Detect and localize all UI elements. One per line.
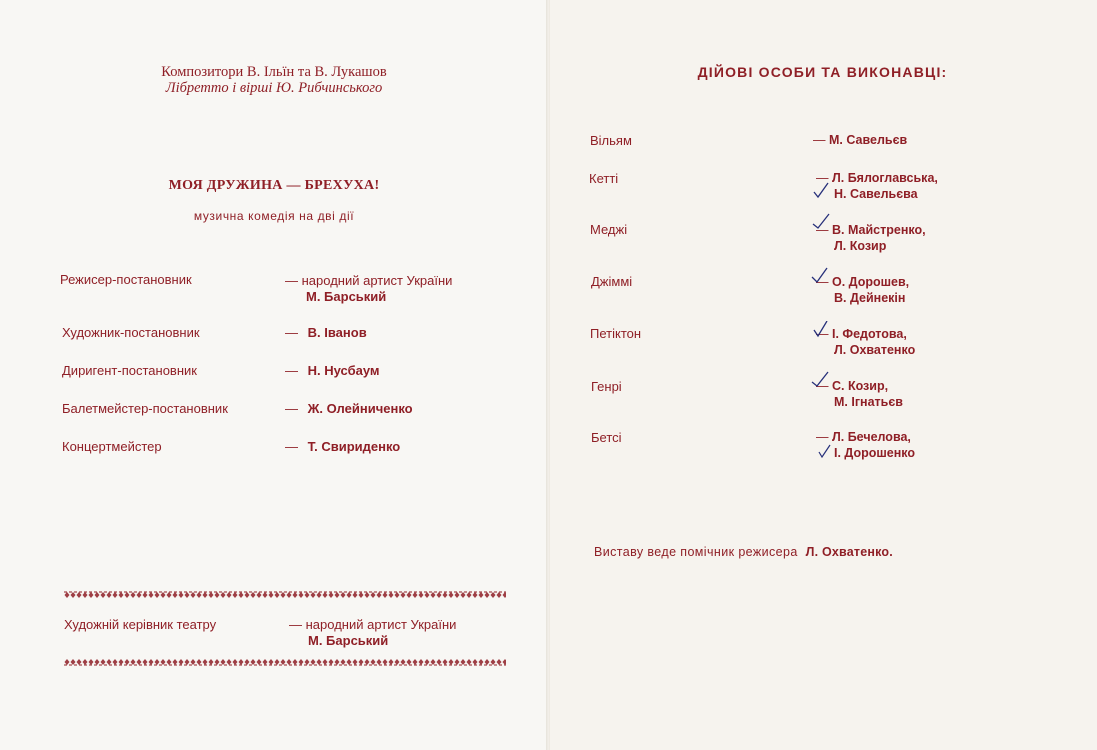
crew-role-accompanist: Концертмейстер xyxy=(62,439,162,454)
character-medzhi: Меджі xyxy=(590,222,628,237)
pen-check-icon xyxy=(812,213,830,231)
ornament-border-bottom-art xyxy=(64,658,506,666)
ornament-border-top xyxy=(64,591,506,599)
character-dzhimmi: Джіммі xyxy=(591,274,633,289)
pen-check-icon xyxy=(816,442,834,460)
pen-check-icon xyxy=(811,371,829,389)
actor-name: М. Ігнатьєв xyxy=(834,395,903,409)
actors-petikton xyxy=(816,326,915,358)
page-fold xyxy=(546,0,550,750)
director-value xyxy=(289,617,456,649)
actor-name: В. Дейнекін xyxy=(834,291,906,305)
play-subtitle: музична комедія на дві дії xyxy=(193,209,355,223)
stage-manager-name: Л. Охватенко. xyxy=(805,545,893,559)
libretto-line: Лібретто і вірші Ю. Рибчинського xyxy=(165,80,383,96)
crew-prefix: — xyxy=(285,401,298,416)
crew-role-stage-director: Режисер-постановник xyxy=(60,272,192,287)
crew-prefix: — xyxy=(285,325,298,340)
actors-dzhimmi xyxy=(816,274,909,306)
crew-role-conductor: Диригент-постановник xyxy=(62,363,197,378)
cast-dash: — xyxy=(813,133,829,147)
ornament-border-top-art xyxy=(64,591,506,599)
crew-prefix: — xyxy=(285,363,298,378)
crew-name: Ж. Олейниченко xyxy=(307,401,413,416)
character-henri: Генрі xyxy=(591,379,622,394)
character-ketti: Кетті xyxy=(589,171,619,186)
actor-name: Л. Бялоглавська, xyxy=(831,171,938,185)
crew-name: В. Іванов xyxy=(307,325,367,340)
stage-manager-text: Виставу веде помічник режисера xyxy=(594,545,798,559)
crew-name: М. Барський xyxy=(306,289,387,304)
cast-heading: ДІЙОВІ ОСОБИ ТА ВИКОНАВЦІ: xyxy=(697,64,948,80)
pen-check-icon xyxy=(812,182,830,200)
crew-value-accompanist xyxy=(285,439,400,455)
play-title: МОЯ ДРУЖИНА — БРЕХУХА! xyxy=(168,178,380,193)
actor-name: М. Савельєв xyxy=(828,133,908,147)
ornament-border-bottom xyxy=(64,658,506,666)
cast-dash: — xyxy=(816,327,832,341)
cast-dash: — xyxy=(816,430,832,444)
director-name: М. Барський xyxy=(308,633,389,648)
actor-name: Н. Савельєва xyxy=(834,187,918,201)
actor-name: Л. Бечелова, xyxy=(831,430,911,444)
crew-role-choreographer: Балетмейстер-постановник xyxy=(62,401,228,416)
crew-value-art-director xyxy=(285,325,367,341)
actor-name: Л. Козир xyxy=(834,239,887,253)
character-petikton: Петіктон xyxy=(590,326,642,341)
character-william: Вільям xyxy=(590,133,632,148)
actor-name: В. Майстренко, xyxy=(831,223,926,237)
crew-prefix: — народний артист України xyxy=(285,273,453,288)
crew-value-stage-director xyxy=(285,273,452,305)
cast-dash: — xyxy=(816,223,832,237)
actor-name: І. Дорошенко xyxy=(834,446,916,460)
actor-name: С. Козир, xyxy=(831,379,889,393)
director-role: Художній керівник театру xyxy=(64,617,217,632)
crew-name: Т. Свириденко xyxy=(307,439,401,454)
cast-dash: — xyxy=(816,379,832,393)
actors-ketti xyxy=(816,170,938,202)
crew-value-choreographer xyxy=(285,401,413,417)
cast-dash: — xyxy=(816,275,832,289)
crew-name: Н. Нусбаум xyxy=(307,363,380,378)
actors-william xyxy=(813,132,907,148)
character-betsi: Бетсі xyxy=(591,430,622,445)
pen-check-icon xyxy=(811,267,829,285)
actors-medzhi xyxy=(816,222,926,254)
director-prefix: — народний артист України xyxy=(289,617,457,632)
crew-prefix: — xyxy=(285,439,298,454)
actor-name: О. Дорошев, xyxy=(831,275,910,289)
composers-line: Композитори В. Ільїн та В. Лукашов xyxy=(161,64,387,80)
actor-name: І. Федотова, xyxy=(831,327,907,341)
stage-manager-note xyxy=(594,545,893,559)
crew-value-conductor xyxy=(285,363,380,379)
pen-check-icon xyxy=(812,321,830,339)
actor-name: Л. Охватенко xyxy=(834,343,916,357)
crew-role-art-director: Художник-постановник xyxy=(62,325,200,340)
credits-block xyxy=(0,64,548,96)
actors-henri xyxy=(816,378,903,410)
cast-dash: — xyxy=(816,171,832,185)
